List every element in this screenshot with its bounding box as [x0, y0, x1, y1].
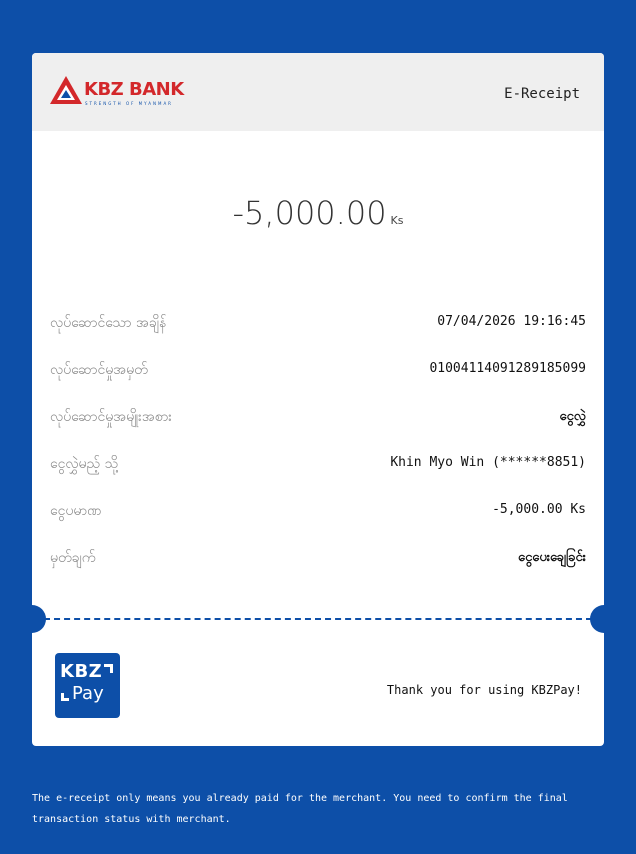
kbz-triangle-icon — [50, 76, 82, 106]
detail-label: ငွေပမာဏ — [50, 503, 102, 519]
detail-label: ငွေလွှဲမည့် သို့ — [50, 456, 119, 472]
detail-row-transaction-type — [50, 407, 586, 431]
detail-value: -5,000.00 Ks — [492, 502, 586, 517]
brand-name: KBZ BANK — [84, 79, 184, 100]
detail-value: 01004114091289185099 — [429, 361, 586, 376]
detail-row-amount — [50, 501, 586, 525]
detail-label: လုပ်ဆောင်မှုအမျိုးအစား — [50, 409, 172, 425]
amount-display — [32, 194, 604, 232]
corner-mark-icon — [104, 664, 113, 673]
kbzpay-logo — [55, 653, 120, 718]
corner-mark-icon — [61, 693, 69, 701]
receipt-header — [32, 53, 604, 131]
page-title: E-Receipt — [504, 86, 580, 102]
thank-you-text: Thank you for using KBZPay! — [386, 683, 582, 697]
kbzpay-logo-pay: Pay — [72, 683, 104, 704]
detail-label: လုပ်ဆောင်မှုအမှတ် — [50, 362, 148, 378]
amount-unit: Ks — [390, 214, 404, 227]
receipt-disclaimer: The e-receipt only means you already paid for the merchant. You need to confirm the final transaction status with merchant. — [32, 793, 568, 825]
amount-value: -5,000.00 — [232, 194, 387, 232]
detail-value: ငွေပေးချေခြင်း — [518, 550, 586, 565]
detail-row-recipient — [50, 454, 586, 478]
kbzpay-logo-kbz: KBZ — [60, 661, 103, 682]
detail-label: လုပ်ဆောင်သော အချိန် — [50, 315, 167, 331]
detail-value: Khin Myo Win (******8851) — [390, 455, 586, 470]
receipt-card — [32, 53, 604, 746]
detail-row-time — [50, 313, 586, 337]
kbz-bank-logo — [50, 76, 210, 112]
ticket-notch-right — [590, 605, 604, 633]
ticket-notch-left — [32, 605, 46, 633]
detail-value: ငွေလွှဲ — [559, 409, 586, 424]
detail-row-remark — [50, 548, 586, 572]
detail-value: 07/04/2026 19:16:45 — [437, 314, 586, 329]
detail-row-transaction-id — [50, 360, 586, 384]
dashed-divider — [44, 618, 592, 620]
detail-label: မှတ်ချက် — [50, 550, 96, 566]
brand-tagline: STRENGTH OF MYANMAR — [85, 101, 173, 106]
